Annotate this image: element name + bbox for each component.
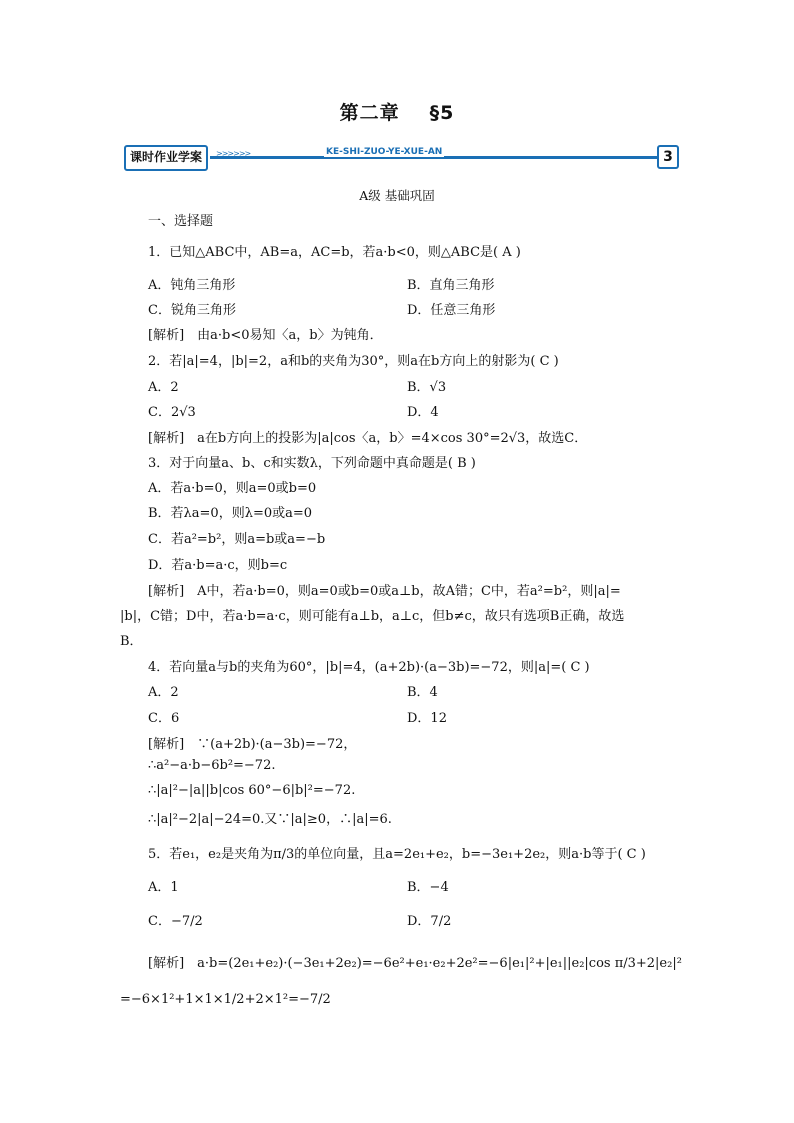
section-heading: 一、选择题 [148, 214, 214, 229]
q3-option-d: D．若a·b=a·c，则b=c [148, 558, 288, 573]
q4-analysis-line2: ∴a²−a·b−6b²=−72. [148, 758, 276, 773]
banner-label: 课时作业学案 [124, 145, 208, 171]
q3-option-b: B．若λa=0，则λ=0或a=0 [148, 506, 313, 521]
q4-option-d: D．12 [407, 711, 447, 726]
q2-stem: 2．若|a|=4，|b|=2，a和b的夹角为30°，则a在b方向上的射影为( C ) [148, 354, 559, 369]
section-title: §5 [429, 102, 455, 124]
q2-option-b: B．√3 [407, 380, 447, 395]
q5-option-d: D．7/2 [407, 914, 452, 929]
q4-option-c: C．6 [148, 711, 180, 726]
q5-option-b: B．−4 [407, 880, 449, 895]
q1-option-c: C．锐角三角形 [148, 303, 236, 318]
q5-analysis-line1: [解析] a·b=(2e₁+e₂)·(−3e₁+2e₂)=−6e²+e₁·e₂+2e²=−6|e₁|²+|e₁||e₂|cos π/3+2|e₂|² [148, 956, 682, 971]
q5-analysis-line2: =−6×1²+1×1×1/2+2×1²=−7/2 [120, 992, 331, 1007]
q4-analysis-line3: ∴|a|²−|a||b|cos 60°−6|b|²=−72. [148, 783, 356, 798]
q5-option-a: A．1 [148, 880, 179, 895]
q4-analysis-line4: ∴|a|²−2|a|−24=0.又∵|a|≥0，∴|a|=6. [148, 812, 392, 827]
q2-option-c: C．2√3 [148, 405, 196, 420]
q2-option-a: A．2 [148, 380, 179, 395]
banner-arrows-icon: >>>>>> [216, 149, 251, 158]
page-title [0, 98, 794, 125]
q2-analysis: [解析] a在b方向上的投影为|a|cos〈a，b〉=4×cos 30°=2√3，故选C． [148, 431, 588, 446]
q4-stem: 4．若向量a与b的夹角为60°，|b|=4，(a+2b)·(a−3b)=−72，则|a|=( C ) [148, 660, 590, 675]
q3-stem: 3．对于向量a、b、c和实数λ，下列命题中真命题是( B ) [148, 456, 476, 471]
q4-analysis-line1: [解析] ∵(a+2b)·(a−3b)=−72， [148, 737, 357, 752]
q1-stem: 1．已知△ABC中，AB=a，AC=b，若a·b<0，则△ABC是( A ) [148, 245, 521, 260]
q4-option-b: B．4 [407, 685, 438, 700]
q3-analysis-line3: B． [120, 634, 143, 649]
q3-option-c: C．若a²=b²，则a=b或a=−b [148, 532, 326, 547]
q4-option-a: A．2 [148, 685, 179, 700]
q1-option-b: B．直角三角形 [407, 278, 495, 293]
homework-banner [124, 145, 679, 169]
q5-stem: 5．若e₁，e₂是夹角为π/3的单位向量，且a=2e₁+e₂，b=−3e₁+2e₂，则a·b等于( C ) [148, 847, 646, 862]
q3-analysis-line2: |b|，C错；D中，若a·b=a·c，则可能有a⊥b，a⊥c，但b≠c，故只有选项B正确，故选 [120, 609, 625, 624]
banner-pinyin: KE-SHI-ZUO-YE-XUE-AN [326, 147, 443, 157]
q3-analysis-line1: [解析] A中，若a·b=0，则a=0或b=0或a⊥b，故A错；C中，若a²=b²，则|a|= [148, 584, 621, 599]
level-title: A级 基础巩固 [359, 188, 435, 203]
q3-option-a: A．若a·b=0，则a=0或b=0 [148, 481, 317, 496]
q1-option-a: A．钝角三角形 [148, 278, 236, 293]
q1-analysis: [解析] 由a·b<0易知〈a，b〉为钝角． [148, 328, 383, 343]
chapter-title: 第二章 [339, 102, 400, 124]
q2-option-d: D．4 [407, 405, 439, 420]
q5-option-c: C．−7/2 [148, 914, 203, 929]
banner-number: 3 [657, 145, 679, 169]
q1-option-d: D．任意三角形 [407, 303, 496, 318]
